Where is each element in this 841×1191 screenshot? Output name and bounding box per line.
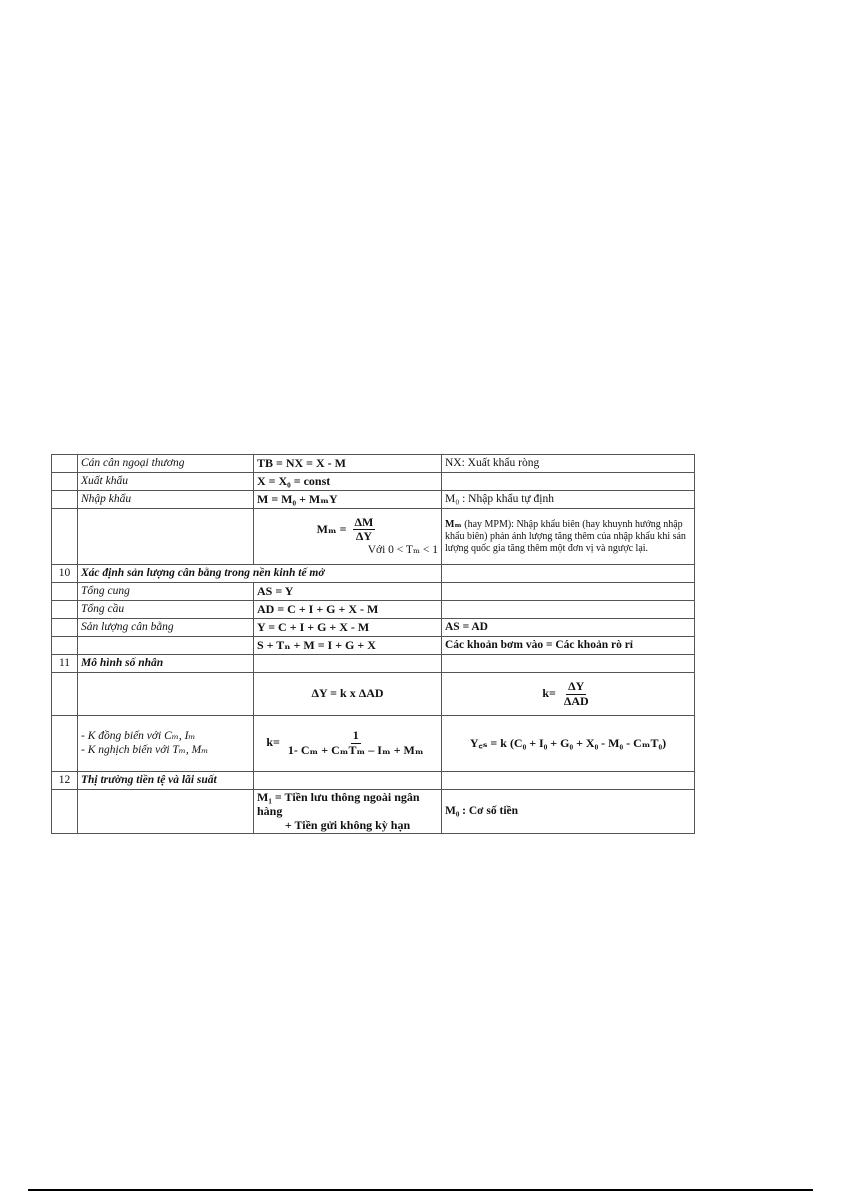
row-note: Mₘ (hay MPM): Nhập khẩu biên (hay khuynh hướng nhập khẩu biên) phản ánh lượng tăng thêm của nhập khẩu khi sản lượng quốc gia tăng thêm một đơn vị và ngược lại. (442, 509, 695, 565)
row-formula: AD = C + I + G + X - M (254, 601, 442, 619)
table-row (52, 509, 695, 565)
row-label: Tổng cầu (78, 601, 254, 619)
row-note: Y꜀ₛ = k (C₀ + I₀ + G₀ + X₀ - M₀ - CₘT₀) (442, 716, 695, 772)
table-row (52, 619, 695, 637)
section-title: Thị trường tiền tệ và lãi suất (78, 772, 254, 790)
table-row (52, 716, 695, 772)
row-label: Tổng cung (78, 583, 254, 601)
marginal-import-formula: Mₘ = $\frac{\Delta M}{\Delta Y}$ (316, 514, 374, 544)
row-note (442, 473, 695, 491)
row-formula: TB = NX = X - M (254, 455, 442, 473)
section-title: Xác định sản lượng cân bằng trong nền kinh tế mở (78, 565, 442, 583)
section-title: Mô hình số nhân (78, 655, 254, 673)
row-note: Các khoản bơm vào = Các khoản rò rỉ (442, 637, 695, 655)
table-row (52, 601, 695, 619)
section-row (52, 565, 695, 583)
section-row (52, 655, 695, 673)
section-number: 11 (52, 655, 78, 673)
table-row (52, 473, 695, 491)
table-row (52, 491, 695, 509)
fraction: $\frac{\Delta Y}{\text{ΔAD}}$ (563, 678, 589, 708)
row-note (442, 583, 695, 601)
row-note (442, 601, 695, 619)
row-label: Xuất khẩu (78, 473, 254, 491)
section-number: 12 (52, 772, 78, 790)
section-number: 10 (52, 565, 78, 583)
row-formula: M₁ = Tiền lưu thông ngoài ngân hàng + Tiền gửi không kỳ hạn (254, 790, 442, 834)
fraction: $\frac{\Delta M}{\Delta Y}$ (354, 514, 374, 544)
row-formula: ΔY = k x ΔAD (254, 673, 442, 716)
row-number-cell (52, 455, 78, 473)
row-number-cell (52, 509, 78, 565)
row-note: M₀ : Nhập khẩu tự định (442, 491, 695, 509)
row-formula: S + Tₙ + M = I + G + X (254, 637, 442, 655)
table-row (52, 455, 695, 473)
row-formula: Y = C + I + G + X - M (254, 619, 442, 637)
row-formula: M = M₀ + MₘY (254, 491, 442, 509)
row-formula: X = X₀ = const (254, 473, 442, 491)
row-formula (254, 509, 442, 565)
table-row (52, 673, 695, 716)
row-note: M₀ : Cơ số tiền (442, 790, 695, 834)
row-number-cell (52, 491, 78, 509)
fraction: $\frac{1}{\text{1- Cₘ + CₘTₘ – Iₘ + Mₘ}}$ (287, 728, 424, 757)
row-label: Nhập khẩu (78, 491, 254, 509)
table-row (52, 637, 695, 655)
table-row (52, 583, 695, 601)
formula-table (51, 454, 695, 834)
section-row (52, 772, 695, 790)
formula-condition: Với 0 < Tₘ < 1 (367, 544, 438, 557)
row-formula: AS = Y (254, 583, 442, 601)
row-label (78, 509, 254, 565)
row-formula: k= $\frac{1}{\text{1- Cₘ + CₘTₘ – Iₘ + Mₘ}}$ (254, 716, 442, 772)
row-label: Cán cân ngoại thương (78, 455, 254, 473)
row-label: Sản lượng cân bằng (78, 619, 254, 637)
row-number-cell (52, 473, 78, 491)
row-note: AS = AD (442, 619, 695, 637)
row-label: - K đồng biến với Cₘ, Iₘ - K nghịch biến với Tₘ, Mₘ (78, 716, 254, 772)
row-note: k= $\frac{\Delta Y}{\text{ΔAD}}$ (442, 673, 695, 716)
row-note: NX: Xuất khẩu ròng (442, 455, 695, 473)
table-row (52, 790, 695, 834)
